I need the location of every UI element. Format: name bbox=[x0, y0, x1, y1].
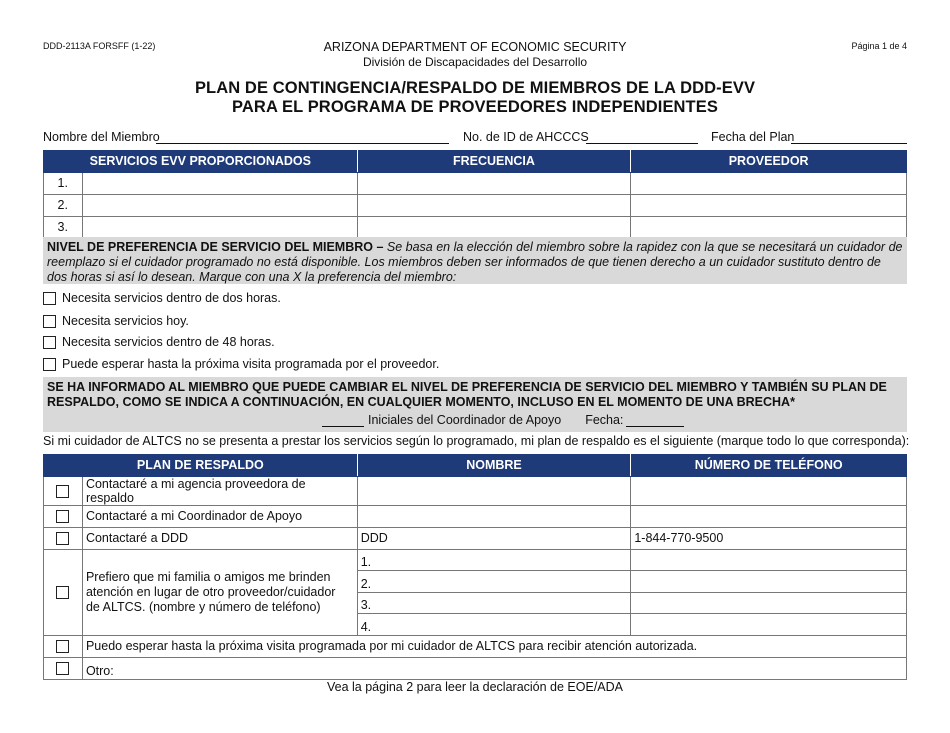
frequency-cell[interactable] bbox=[357, 172, 631, 194]
coordinator-initials-row bbox=[322, 413, 684, 427]
service-cell[interactable] bbox=[82, 194, 357, 216]
preference-option bbox=[43, 291, 281, 305]
phone-cell[interactable]: 1-844-770-9500 bbox=[631, 527, 907, 549]
table-row bbox=[44, 172, 907, 194]
preference-option bbox=[43, 357, 439, 371]
ahcccs-id-label: No. de ID de AHCCCS bbox=[463, 130, 589, 144]
services-header-row bbox=[44, 150, 907, 172]
backup-intro: Si mi cuidador de ALTCS no se presenta a prestar los servicios según lo programado, mi plan de respaldo es el siguiente (marque todo lo que corresponda): bbox=[43, 434, 910, 448]
plan-date-field[interactable] bbox=[791, 143, 907, 144]
checkbox[interactable] bbox=[43, 358, 56, 371]
member-name-field[interactable] bbox=[156, 143, 449, 144]
frequency-cell[interactable] bbox=[357, 194, 631, 216]
row-number: 2. bbox=[44, 194, 83, 216]
provider-cell[interactable] bbox=[631, 194, 907, 216]
family-phone-cell[interactable] bbox=[631, 571, 907, 593]
family-option-text: Prefiero que mi familia o amigos me brinden atención en lugar de otro proveedor/cuidador de ALTCS. (nombre y número de teléfono) bbox=[82, 549, 357, 635]
form-code: DDD-2113A FORSFF (1-22) bbox=[43, 41, 156, 51]
checkbox[interactable] bbox=[43, 292, 56, 305]
initials-label: Iniciales del Coordinador de Apoyo bbox=[368, 413, 562, 427]
frequency-cell[interactable] bbox=[357, 216, 631, 238]
preference-option bbox=[43, 335, 275, 349]
services-table bbox=[43, 150, 907, 239]
plan-cell: Contactaré a mi Coordinador de Apoyo bbox=[82, 505, 357, 527]
family-phone-cell[interactable] bbox=[631, 614, 907, 636]
notice-date-label: Fecha: bbox=[585, 413, 624, 427]
notice-text: SE HA INFORMADO AL MIEMBRO QUE PUEDE CAMBIAR EL NIVEL DE PREFERENCIA DE SERVICIO DEL MIEMBRO Y TAMBIÉN SU PLAN DE RESPALDO, COMO SE INDICA A CONTINUACIÓN, EN CUALQUIER MOMENTO, INCLUSO EN EL MOMENTO DE UNA BRECHA* bbox=[47, 380, 887, 409]
agency-name: ARIZONA DEPARTMENT OF ECONOMIC SECURITY bbox=[323, 40, 627, 54]
plan-cell: Contactaré a DDD bbox=[82, 527, 357, 549]
plan-cell: Contactaré a mi agencia proveedora de respaldo bbox=[82, 476, 357, 505]
other-option-text[interactable]: Otro: bbox=[82, 657, 906, 679]
member-name-label: Nombre del Miembro bbox=[43, 130, 160, 144]
row-number: 1. bbox=[44, 172, 83, 194]
preference-description bbox=[43, 237, 907, 284]
option-label: Necesita servicios hoy. bbox=[62, 314, 189, 328]
checkbox[interactable] bbox=[56, 485, 69, 498]
checkbox[interactable] bbox=[56, 510, 69, 523]
title-line-1: PLAN DE CONTINGENCIA/RESPALDO DE MIEMBROS DE LA DDD-EVV bbox=[194, 79, 756, 97]
provider-cell[interactable] bbox=[631, 172, 907, 194]
provider-cell[interactable] bbox=[631, 216, 907, 238]
family-phone-cell[interactable] bbox=[631, 592, 907, 614]
table-row bbox=[44, 527, 907, 549]
checkbox[interactable] bbox=[56, 532, 69, 545]
table-row bbox=[44, 216, 907, 238]
row-number: 3. bbox=[44, 216, 83, 238]
frequency-header: FRECUENCIA bbox=[357, 150, 631, 172]
phone-cell[interactable] bbox=[631, 505, 907, 527]
name-header: NOMBRE bbox=[357, 454, 631, 476]
title-line-2: PARA EL PROGRAMA DE PROVEEDORES INDEPENDIENTES bbox=[232, 98, 718, 116]
option-label: Necesita servicios dentro de 48 horas. bbox=[62, 335, 275, 349]
family-name-cell[interactable]: 2. bbox=[357, 571, 631, 593]
footer-note: Vea la página 2 para leer la declaración de EOE/ADA bbox=[326, 680, 624, 694]
division-name: División de Discapacidades del Desarrollo bbox=[362, 55, 588, 69]
initials-field[interactable] bbox=[322, 416, 364, 427]
wait-option-text: Puedo esperar hasta la próxima visita programada por mi cuidador de ALTCS para recibir atención autorizada. bbox=[82, 635, 906, 657]
service-cell[interactable] bbox=[82, 216, 357, 238]
option-label: Necesita servicios dentro de dos horas. bbox=[62, 291, 281, 305]
checkbox[interactable] bbox=[56, 586, 69, 599]
family-name-cell[interactable]: 1. bbox=[357, 549, 631, 571]
backup-header-row bbox=[44, 454, 907, 476]
table-row bbox=[44, 657, 907, 679]
member-fields bbox=[43, 130, 907, 146]
provider-header: PROVEEDOR bbox=[631, 150, 907, 172]
family-name-cell[interactable]: 3. bbox=[357, 592, 631, 614]
preference-option bbox=[43, 314, 189, 328]
notice-date-field[interactable] bbox=[626, 416, 684, 427]
family-row bbox=[44, 549, 907, 571]
services-header: SERVICIOS EVV PROPORCIONADOS bbox=[44, 150, 358, 172]
family-name-cell[interactable]: 4. bbox=[357, 614, 631, 636]
option-label: Puede esperar hasta la próxima visita programada por el proveedor. bbox=[62, 357, 440, 371]
page-number: Página 1 de 4 bbox=[851, 41, 907, 51]
phone-cell[interactable] bbox=[631, 476, 907, 505]
backup-plan-table bbox=[43, 454, 907, 680]
checkbox[interactable] bbox=[43, 336, 56, 349]
preference-heading: NIVEL DE PREFERENCIA DE SERVICIO DEL MIEMBRO – bbox=[47, 240, 387, 254]
ahcccs-id-field[interactable] bbox=[586, 143, 698, 144]
checkbox[interactable] bbox=[56, 662, 69, 675]
name-cell[interactable] bbox=[357, 505, 631, 527]
service-cell[interactable] bbox=[82, 172, 357, 194]
checkbox[interactable] bbox=[43, 315, 56, 328]
form-title bbox=[0, 79, 950, 117]
plan-date-label: Fecha del Plan bbox=[711, 130, 795, 144]
backup-plan-header: PLAN DE RESPALDO bbox=[44, 454, 358, 476]
table-row bbox=[44, 476, 907, 505]
name-cell[interactable]: DDD bbox=[357, 527, 631, 549]
family-phone-cell[interactable] bbox=[631, 549, 907, 571]
name-cell[interactable] bbox=[357, 476, 631, 505]
preference-instructions: Se basa en la elección del miembro sobre la rapidez con la que se necesitará un cuidador de reemplazo si el cuidador programado no está disponible. Los miembros deben ser informados de que tienen derecho a un cuidador sustituto dentro de dos horas si así lo desean. Marque con una X la preferencia del miembro: bbox=[47, 240, 903, 284]
phone-header: NÚMERO DE TELÉFONO bbox=[631, 454, 907, 476]
checkbox[interactable] bbox=[56, 640, 69, 653]
table-row bbox=[44, 505, 907, 527]
table-row bbox=[44, 194, 907, 216]
table-row bbox=[44, 635, 907, 657]
